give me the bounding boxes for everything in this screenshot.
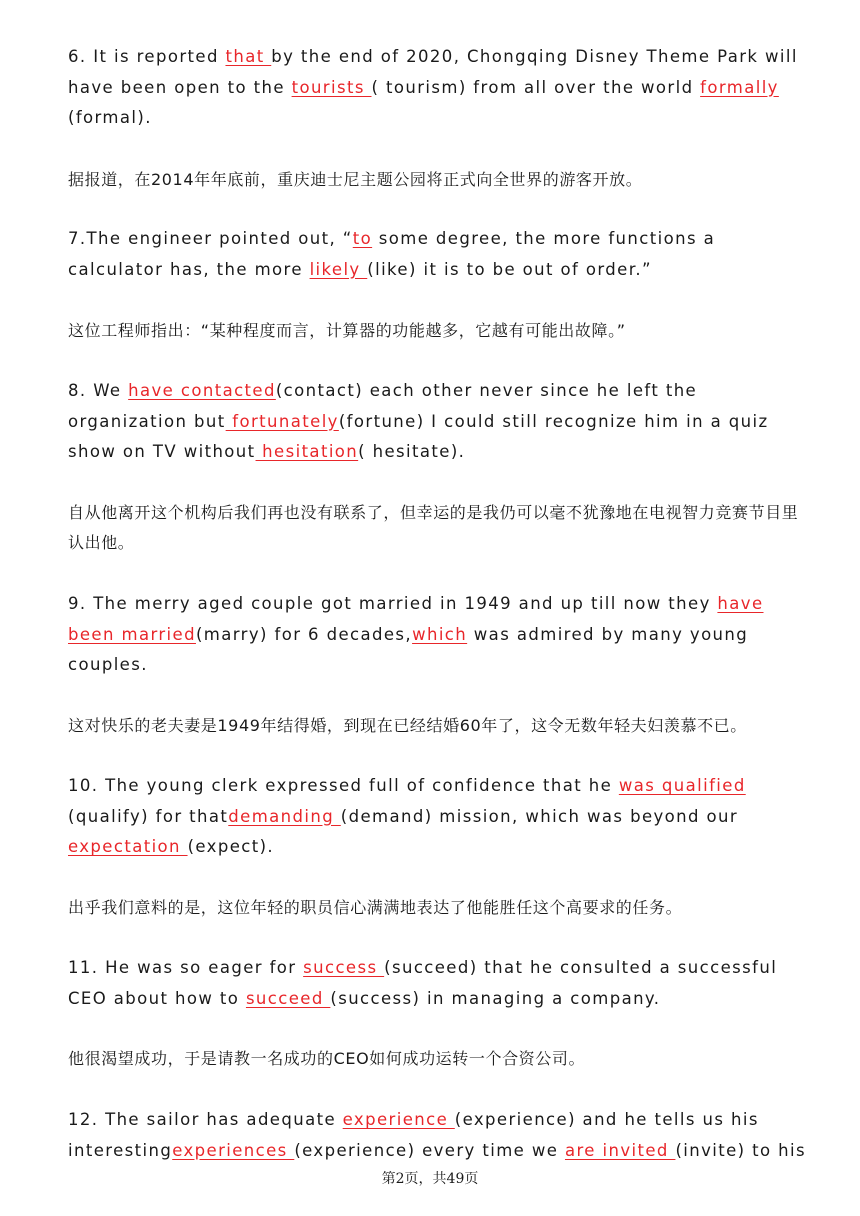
text-segment: (contact) each other never since he left the organization but [68, 381, 698, 431]
text-segment: (fortune) I could still recognize him in a quiz show on TV without [68, 411, 769, 461]
question-11-english [68, 953, 808, 1014]
question-6-chinese: 据报道，在2014年年底前，重庆迪士尼主题公园将正式向全世界的游客开放。 [68, 170, 643, 189]
text-segment: some degree, the more functions a calculator has, the more [68, 229, 716, 279]
text-segment: 7.The engineer pointed out, “ [68, 229, 353, 248]
text-segment: (qualify) for that [68, 806, 229, 826]
answer-segment: success [303, 958, 385, 977]
text-segment: (like) it is to be out of order.” [367, 259, 652, 279]
answer-segment: experience [342, 1110, 455, 1129]
answer-segment: expectation [68, 837, 188, 856]
text-segment: (succeed) that he consulted a successful CEO about how to [68, 958, 778, 1008]
text-segment: (expect). [187, 837, 275, 856]
answer-segment: have been married [68, 594, 764, 644]
question-8-chinese: 自从他离开这个机构后我们再也没有联系了，但幸运的是我仍可以毫不犹豫地在电视智力竞赛节目里认出他。 [68, 503, 799, 552]
answer-segment: hesitation [255, 442, 359, 461]
question-9-english [68, 589, 808, 681]
text-segment: 12. The sailor has adequate [68, 1110, 343, 1129]
text-segment: 9. The merry aged couple got married in 1949 and up till now they [68, 594, 718, 613]
text-segment: (formal). [68, 108, 152, 127]
answer-segment: to [352, 229, 373, 248]
text-segment: 10. The young clerk expressed full of confidence that he [68, 776, 619, 795]
page-number-footer: 第2页，共49页 [381, 1171, 479, 1187]
answer-segment: was qualified [618, 776, 746, 795]
text-segment: (invite) to his [675, 1140, 807, 1160]
question-6-english [68, 42, 808, 134]
text-segment: was admired by many young couples. [68, 624, 749, 674]
question-11-chinese: 他很渴望成功，于是请教一名成功的CEO如何成功运转一个合资公司。 [68, 1049, 586, 1068]
question-10-english [68, 771, 808, 863]
text-segment: 11. He was so eager for [68, 958, 304, 977]
answer-segment: experiences [172, 1140, 295, 1160]
answer-segment: are invited [564, 1140, 676, 1160]
text-segment: 6. It is reported [68, 47, 226, 66]
answer-segment: demanding [228, 806, 341, 826]
question-8-english [68, 376, 808, 468]
answer-segment: succeed [245, 988, 331, 1008]
answer-segment: likely [309, 259, 368, 279]
text-segment: (experience) and he tells us his interesting [68, 1110, 759, 1160]
question-7-chinese: 这位工程师指出：“某种程度而言，计算器的功能越多，它越有可能出故障。” [68, 321, 626, 340]
text-segment: ( hesitate). [358, 442, 466, 461]
answer-segment: tourists [291, 77, 372, 97]
question-10-chinese: 出乎我们意料的是，这位年轻的职员信心满满地表达了他能胜任这个高要求的任务。 [68, 898, 683, 917]
text-segment: (demand) mission, which was beyond our [340, 806, 739, 826]
text-segment: ( tourism) from all over the world [371, 77, 701, 97]
text-segment: (success) in managing a company. [330, 988, 661, 1008]
question-12-english [68, 1105, 808, 1166]
answer-segment: fortunately [225, 411, 339, 431]
answer-segment: have contacted [128, 381, 276, 400]
question-9-chinese: 这对快乐的老夫妻是1949年结得婚，到现在已经结婚60年了，这令无数年轻夫妇羡慕不已。 [68, 716, 747, 735]
question-7-english [68, 224, 808, 285]
answer-segment: which [412, 624, 468, 644]
text-segment: (marry) for 6 decades, [195, 624, 413, 644]
text-segment: 8. We [68, 381, 129, 400]
text-segment: by the end of 2020, Chongqing Disney Theme Park will have been open to the [68, 47, 798, 97]
text-segment: (experience) every time we [294, 1140, 565, 1160]
answer-segment: that [225, 47, 272, 66]
answer-segment: formally [700, 77, 779, 97]
